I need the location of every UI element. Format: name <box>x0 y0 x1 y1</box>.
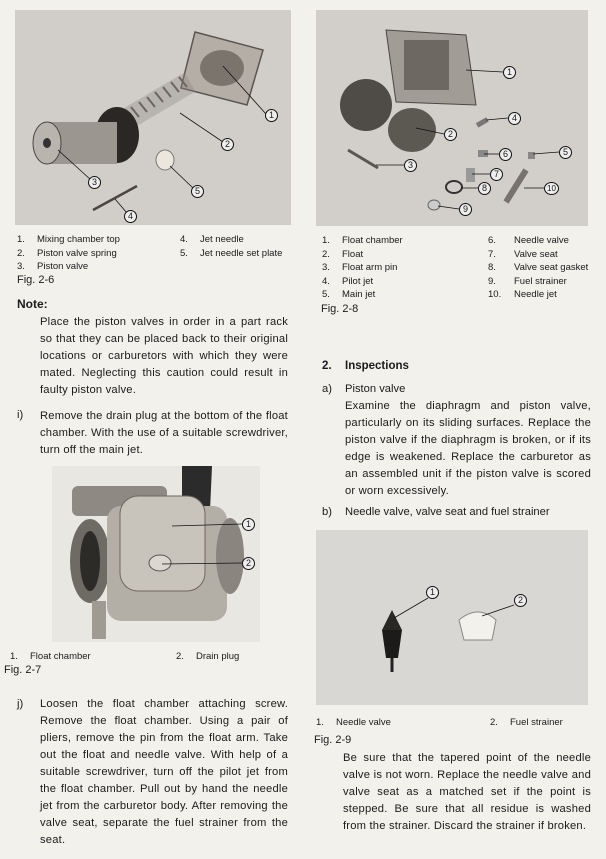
legend-item: 7. Valve seat <box>488 248 558 260</box>
legend-item: 2. Piston valve spring <box>17 247 117 259</box>
legend-item: 1. Float chamber <box>322 235 403 246</box>
legend-item: 1. Mixing chamber top <box>17 234 120 245</box>
fig-2-6-photo <box>15 10 291 225</box>
fig-2-9-text: Be sure that the tapered point of the needle valve is not worn. Replace the needle valve and valve seat as a matched set if the point is stepped. Be sure that all residue is washed from the strainer. Discard the strainer if broken. <box>343 752 591 832</box>
callout-1: 1 <box>265 109 278 122</box>
legend-item: 4. Jet needle <box>180 234 244 245</box>
legend-item: 2. Float <box>322 248 364 260</box>
legend-item: 4. Pilot jet <box>322 275 374 287</box>
callout-8: 8 <box>478 182 491 195</box>
callout-2: 2 <box>444 128 457 141</box>
callout-2: 2 <box>221 138 234 151</box>
fig-2-9-photo <box>316 530 588 705</box>
section-number: 2. <box>322 360 332 372</box>
step-j-text: Loosen the float chamber attaching screw. Remove the float chamber. Using a pair of pliers, remove the pin from the float arm. Take out the float and needle valve. With help of a suitable screwdriver, turn off the pilot jet from the float chamber. Pull out by hand the needle jet from the carburetor body. After removing the valve seat, separate the fuel strainer from the seat. <box>40 698 288 846</box>
fig-2-9-caption: Fig. 2-9 <box>314 734 352 746</box>
fig-2-7-photo <box>52 466 260 642</box>
legend-item: 8. Valve seat gasket <box>488 262 589 273</box>
note-title: Note: <box>17 297 48 311</box>
step-i-marker: i) <box>17 409 24 421</box>
fig-2-6-caption: Fig. 2-6 <box>17 274 55 286</box>
fig-2-7-caption: Fig. 2-7 <box>4 664 42 676</box>
legend-item: 10. Needle jet <box>488 289 557 300</box>
callout-1: 1 <box>242 518 255 531</box>
callout-3: 3 <box>404 159 417 172</box>
legend-item: 2. Drain plug <box>176 651 240 662</box>
legend-item: 5. Jet needle set plate <box>180 247 283 259</box>
subsection-b-title: Needle valve, valve seat and fuel strainer <box>345 506 550 518</box>
fig-2-8-photo <box>316 10 588 226</box>
fig-2-8-caption: Fig. 2-8 <box>321 303 359 315</box>
callout-7: 7 <box>490 168 503 181</box>
callout-4: 4 <box>508 112 521 125</box>
legend-item: 3. Float arm pin <box>322 262 398 273</box>
callout-5: 5 <box>191 185 204 198</box>
legend-item: 1. Needle valve <box>316 717 391 728</box>
callout-10: 10 <box>544 182 559 195</box>
callout-2: 2 <box>242 557 255 570</box>
subsection-a-marker: a) <box>322 383 332 395</box>
step-i-text: Remove the drain plug at the bottom of the float chamber. With the use of a suitable screwdriver, turn off the main jet. <box>40 410 288 456</box>
legend-item: 6. Needle valve <box>488 235 569 246</box>
legend-item: 1. Float chamber <box>10 651 91 662</box>
legend-item: 3. Piston valve <box>17 261 89 272</box>
callout-3: 3 <box>88 176 101 189</box>
callout-5: 5 <box>559 146 572 159</box>
callout-1: 1 <box>426 586 439 599</box>
subsection-a-title: Piston valve <box>345 383 406 395</box>
callout-2: 2 <box>514 594 527 607</box>
note-text: Place the piston valves in order in a part rack so that they can be placed back to their original locations or carburetors with which they were mated. Neglecting this caution could result in faulty piston valve. <box>40 316 288 396</box>
section-title: Inspections <box>345 360 409 372</box>
legend-item: 9. Fuel strainer <box>488 275 567 287</box>
callout-4: 4 <box>124 210 137 223</box>
callout-6: 6 <box>499 148 512 161</box>
legend-item: 2. Fuel strainer <box>490 717 563 728</box>
step-j-marker: j) <box>17 698 24 710</box>
callout-1: 1 <box>503 66 516 79</box>
subsection-b-marker: b) <box>322 506 332 518</box>
callout-9: 9 <box>459 203 472 216</box>
legend-item: 5. Main jet <box>322 289 376 300</box>
subsection-a-text: Examine the diaphragm and piston valve, particularly on its sliding surfaces. Replace the piston valve if the diaphragm is broken, or if its edge is weakened. Replace the carburetor as an assembled unit if the piston valve is scored or worn excessively. <box>345 400 591 497</box>
